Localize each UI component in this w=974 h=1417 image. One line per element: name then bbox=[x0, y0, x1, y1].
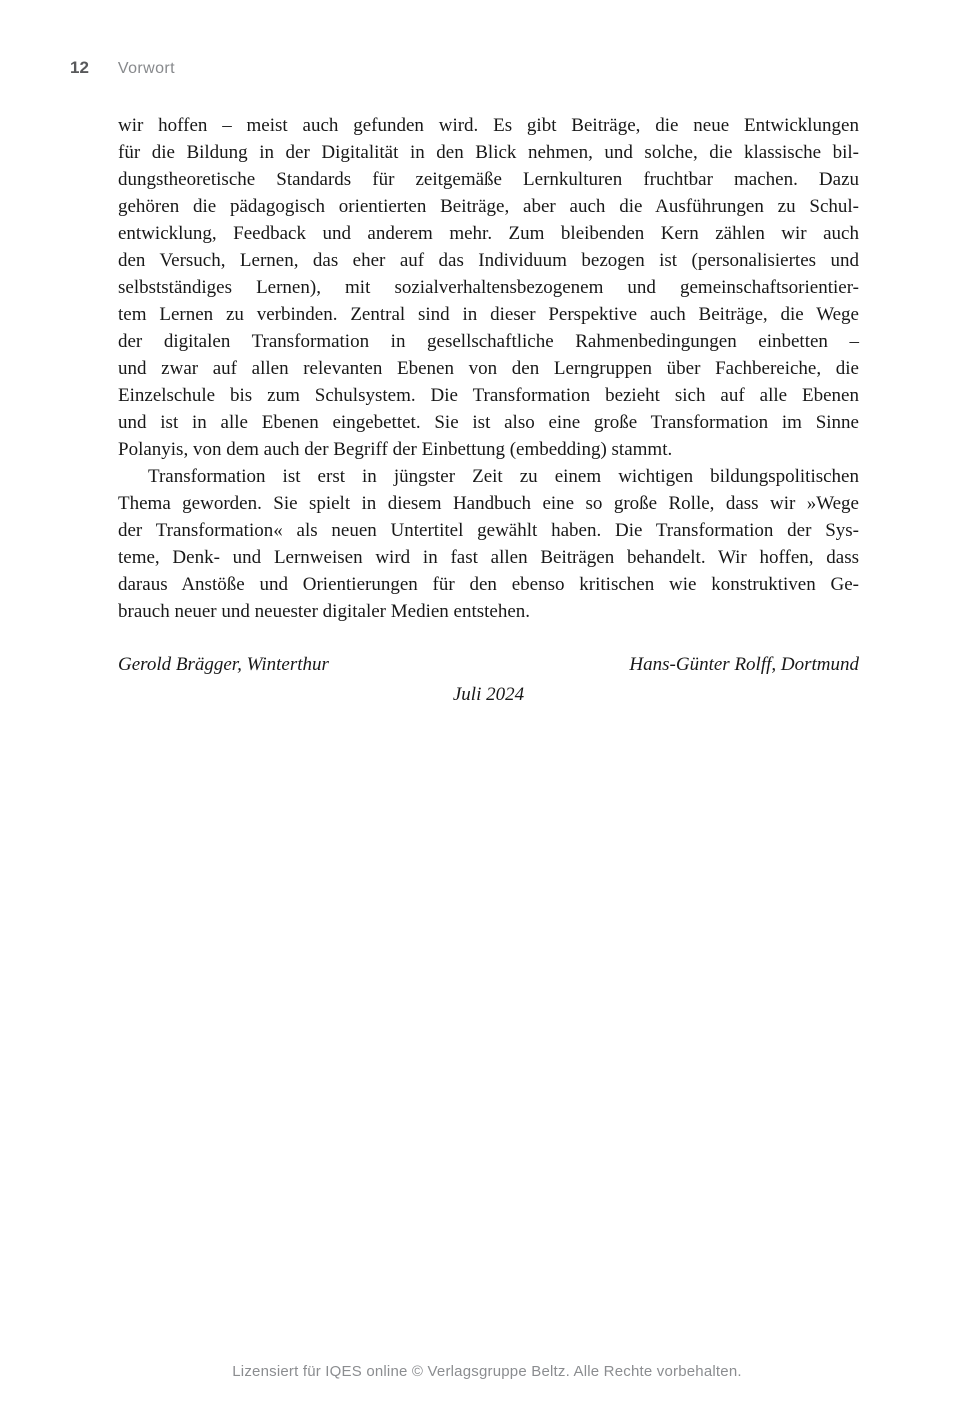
signature-row bbox=[118, 651, 859, 678]
text-line: dungstheoretische Standards für zeitgemäße Lernkulturen fruchtbar machen. Dazu bbox=[118, 169, 859, 190]
text-line: der digitalen Transformation in gesellschaftliche Rahmenbedingungen einbetten – bbox=[118, 331, 859, 352]
paragraph bbox=[118, 463, 859, 625]
text-line: wir hoffen – meist auch gefunden wird. Es gibt Beiträge, die neue Entwicklungen bbox=[118, 115, 859, 136]
text-line: den Versuch, Lernen, das eher auf das Individuum bezogen ist (personalisiertes und bbox=[118, 250, 859, 271]
author-signature-left: Gerold Brägger, Winterthur bbox=[118, 654, 329, 675]
author-signature-right: Hans-Günter Rolff, Dortmund bbox=[629, 654, 859, 675]
body-text bbox=[118, 112, 859, 708]
text-line: Einzelschule bis zum Schulsystem. Die Transformation bezieht sich auf alle Ebenen bbox=[118, 385, 859, 406]
text-line: Thema geworden. Sie spielt in diesem Handbuch eine so große Rolle, dass wir »Wege bbox=[118, 493, 859, 514]
text-line: und ist in alle Ebenen eingebettet. Sie ist also eine große Transformation im Sinne bbox=[118, 412, 859, 433]
text-line: der Transformation« als neuen Untertitel gewählt haben. Die Transformation der Sys- bbox=[118, 520, 859, 541]
paragraph bbox=[118, 112, 859, 463]
page-number: 12 bbox=[70, 58, 89, 77]
text-line: teme, Denk- und Lernweisen wird in fast allen Beiträgen behandelt. Wir hoffen, dass bbox=[118, 547, 859, 568]
page-header bbox=[70, 58, 175, 78]
paragraphs bbox=[118, 112, 859, 625]
text-line: und zwar auf allen relevanten Ebenen von den Lerngruppen über Fachbereiche, die bbox=[118, 358, 859, 379]
text-line: selbstständiges Lernen), mit sozialverhaltensbezogenem und gemeinschaftsorientier- bbox=[118, 277, 859, 298]
text-line: gehören die pädagogisch orientierten Beiträge, aber auch die Ausführungen zu Schul- bbox=[118, 196, 859, 217]
signature-date: Juli 2024 bbox=[452, 684, 525, 705]
text-line: Polanyis, von dem auch der Begriff der Einbettung (embedding) stammt. bbox=[118, 439, 673, 460]
text-line: Transformation ist erst in jüngster Zeit zu einem wichtigen bildungspolitischen bbox=[148, 466, 859, 487]
text-line: tem Lernen zu verbinden. Zentral sind in dieser Perspektive auch Beiträge, die Wege bbox=[118, 304, 859, 325]
text-line: entwicklung, Feedback und anderem mehr. Zum bleibenden Kern zählen wir auch bbox=[118, 223, 859, 244]
text-line: brauch neuer und neuester digitaler Medien entstehen. bbox=[118, 601, 531, 622]
running-head-section-title: Vorwort bbox=[117, 60, 175, 77]
license-text: Lizensiert für IQES online © Verlagsgruppe Beltz. Alle Rechte vorbehalten. bbox=[232, 1363, 742, 1380]
license-footer bbox=[0, 1363, 974, 1380]
text-line: daraus Anstöße und Orientierungen für den ebenso kritischen wie konstruktiven Ge- bbox=[118, 574, 859, 595]
text-line: für die Bildung in der Digitalität in den Blick nehmen, und solche, die klassische bil- bbox=[118, 142, 859, 163]
